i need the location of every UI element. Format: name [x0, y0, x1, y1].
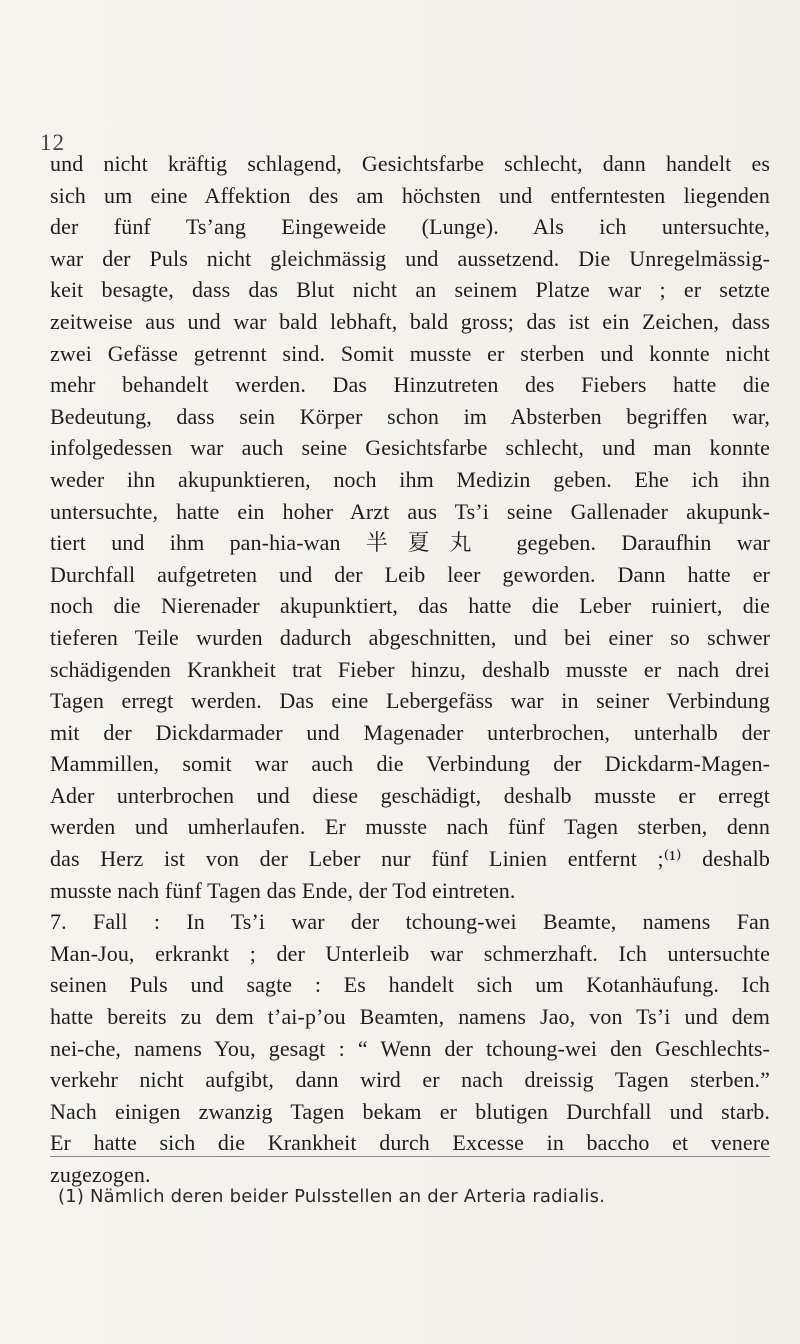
text-line: verkehr nicht aufgibt, dann wird er nach dreissig Tagen sterben.” [50, 1067, 770, 1093]
text-line: Bedeutung, dass sein Körper schon im Absterben begriffen war, [50, 403, 770, 429]
text-line: musste nach fünf Tagen das Ende, der Tod eintreten. [50, 877, 516, 903]
text-line: schädigenden Krankheit trat Fieber hinzu, deshalb musste er nach drei [50, 656, 770, 682]
text-line: das Herz ist von der Leber nur fünf Linien entfernt ;⁽¹⁾ deshalb [50, 846, 770, 872]
text-line: hatte bereits zu dem t’ai-p’ou Beamten, namens Jao, von Ts’i und dem [50, 1004, 770, 1030]
text-line: sich um eine Affektion des am höchsten und entferntesten liegenden [50, 182, 770, 208]
text-line: nei-che, namens You, gesagt : “ Wenn der tchoung-wei den Geschlechts- [50, 1035, 770, 1061]
text-line: und nicht kräftig schlagend, Gesichtsfarbe schlecht, dann handelt es [50, 151, 770, 176]
text-line: Tagen erregt werden. Das eine Lebergefäss war in seiner Verbindung [50, 688, 770, 714]
text-line: mehr behandelt werden. Das Hinzutreten des Fiebers hatte die [50, 372, 770, 398]
text-line: zugezogen. [50, 1162, 151, 1187]
text-line: werden und umherlaufen. Er musste nach fünf Tagen sterben, denn [50, 814, 770, 840]
text-line: seinen Puls und sagte : Es handelt sich um Kotanhäufung. Ich [50, 972, 770, 998]
text-line: Nach einigen zwanzig Tagen bekam er blutigen Durchfall und starb. [50, 1098, 770, 1124]
text-line: tiert und ihm pan-hia-wan 半夏丸 gegeben. Daraufhin war [50, 530, 770, 556]
text-line: zwei Gefässe getrennt sind. Somit musste er sterben und konnte nicht [50, 340, 770, 366]
text-line: Ader unterbrochen und diese geschädigt, deshalb musste er erregt [50, 782, 770, 808]
text-line: 7. Fall : In Ts’i war der tchoung-wei Beamte, namens Fan [50, 909, 770, 935]
text-line: tieferen Teile wurden dadurch abgeschnitten, und bei einer so schwer [50, 624, 770, 650]
body-text [50, 148, 770, 1191]
text-line: Mammillen, somit war auch die Verbindung der Dickdarm-Magen- [50, 751, 770, 777]
text-line: Durchfall aufgetreten und der Leib leer geworden. Dann hatte er [50, 561, 770, 587]
text-line: keit besagte, dass das Blut nicht an seinem Platze war ; er setzte [50, 277, 770, 303]
text-line: der fünf Ts’ang Eingeweide (Lunge). Als ich untersuchte, [50, 214, 770, 240]
footnote-divider [50, 1156, 770, 1157]
text-line: infolgedessen war auch seine Gesichtsfarbe schlecht, und man konnte [50, 435, 770, 461]
text-line: mit der Dickdarmader und Magenader unterbrochen, unterhalb der [50, 719, 770, 745]
footnote: (1) Nämlich deren beider Pulsstellen an der Arteria radialis. [58, 1186, 606, 1207]
text-line: war der Puls nicht gleichmässig und aussetzend. Die Unregelmässig- [50, 245, 770, 271]
text-line: Er hatte sich die Krankheit durch Excesse in baccho et venere [50, 1130, 770, 1156]
text-line: zeitweise aus und war bald lebhaft, bald gross; das ist ein Zeichen, dass [50, 308, 770, 334]
text-line: noch die Nierenader akupunktiert, das hatte die Leber ruiniert, die [50, 593, 770, 619]
text-line: weder ihn akupunktieren, noch ihm Medizin geben. Ehe ich ihn [50, 466, 770, 492]
text-line: Man-Jou, erkrankt ; der Unterleib war schmerzhaft. Ich untersuchte [50, 940, 770, 966]
text-line: untersuchte, hatte ein hoher Arzt aus Ts’i seine Gallenader akupunk- [50, 498, 770, 524]
page-number: 12 [40, 130, 65, 155]
